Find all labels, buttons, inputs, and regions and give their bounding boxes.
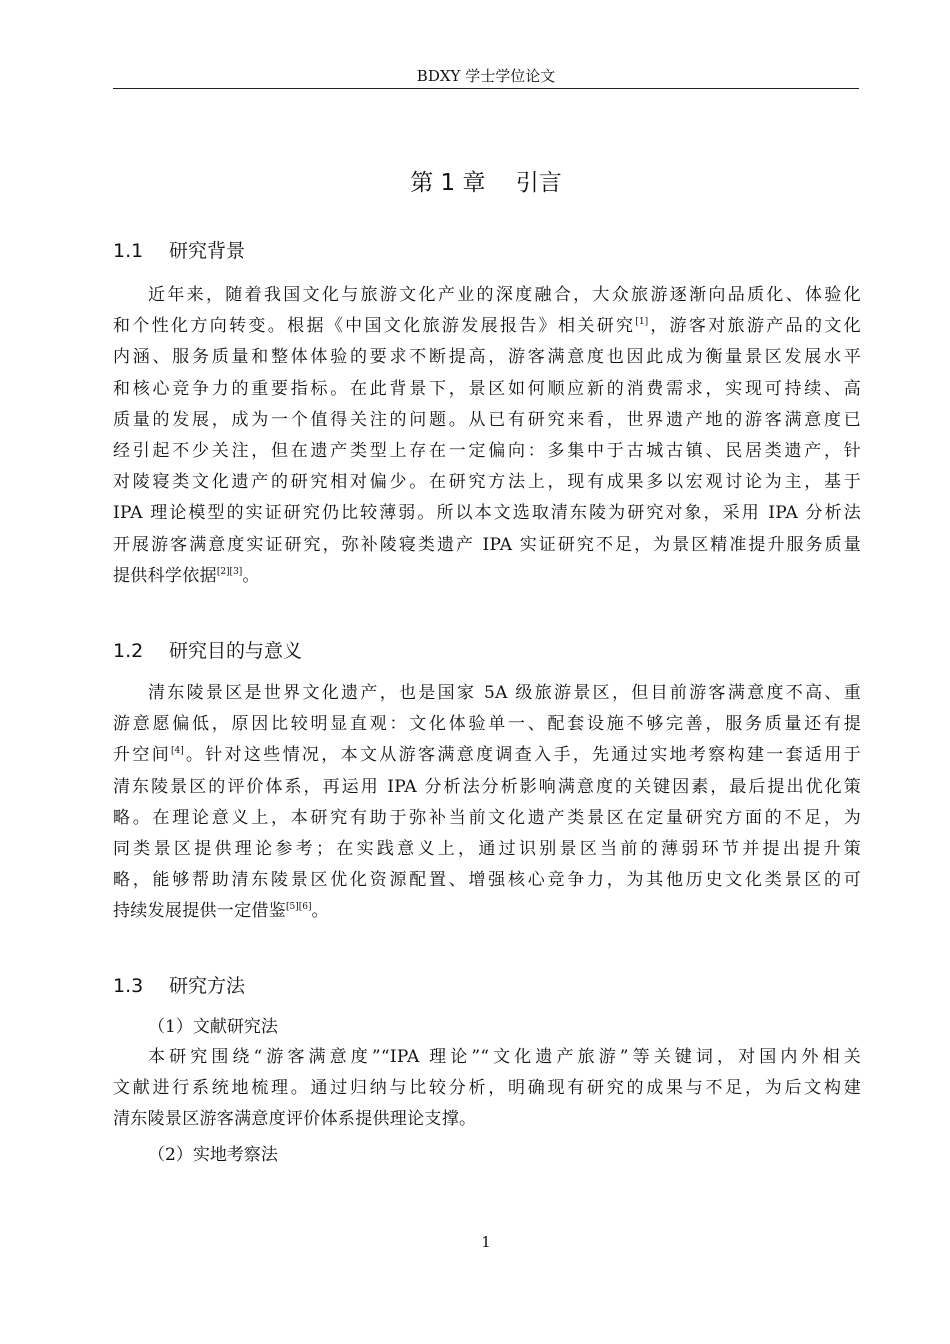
text-line: 同类景区提供理论参考；在实践意义上，通过识别景区当前的薄弱环节并提出提升策	[113, 839, 861, 860]
paragraph-research-background	[113, 280, 861, 592]
section-heading-1-1	[113, 238, 859, 264]
text-line: 本研究围绕“游客满意度”“IPA 理论”“文化遗产旅游”等关键词，对国内外相关	[148, 1047, 861, 1067]
method-label-field-survey: （2）实地考察法	[148, 1145, 278, 1165]
text-line: 开展游客满意度实证研究，弥补陵寝类遗产 IPA 实证研究不足，为景区精准提升服务质量	[113, 534, 861, 555]
text-line: 和核心竞争力的重要指标。在此背景下，景区如何顺应新的消费需求，实现可持续、高	[113, 378, 861, 399]
chapter-title: 第 1 章 引言	[410, 170, 562, 196]
section-number: 1.1	[113, 240, 144, 262]
text-line: 清东陵景区是世界文化遗产，也是国家 5A 级旅游景区，但目前游客满意度不高、重	[148, 683, 861, 703]
text-line: 持续发展提供一定借鉴[5][6]。	[113, 901, 329, 922]
section-heading-1-3	[113, 973, 859, 999]
section-heading-1-2	[113, 638, 859, 664]
text-line: 清东陵景区游客满意度评价体系提供理论支撑。	[113, 1109, 477, 1130]
method-label-literature: （1）文献研究法	[148, 1017, 278, 1037]
citation: [2][3]	[216, 566, 243, 577]
text-line: IPA 理论模型的实证研究仍比较薄弱。所以本文选取清东陵为研究对象，采用 IPA 分析法	[113, 503, 861, 524]
text-line: 游意愿偏低，原因比较明显直观：文化体验单一、配套设施不够完善，服务质量还有提	[113, 714, 861, 735]
section-title: 研究目的与意义	[169, 640, 303, 662]
text-line: 和个性化方向转变。根据《中国文化旅游发展报告》相关研究[1]，游客对旅游产品的文化	[113, 316, 861, 337]
page-number: 1	[481, 1233, 491, 1251]
text-line: 清东陵景区的评价体系，再运用 IPA 分析法分析影响满意度的关键因素，最后提出优化策	[113, 776, 861, 797]
citation: [1]	[635, 317, 649, 328]
text-line: 内涵、服务质量和整体体验的要求不断提高，游客满意度也因此成为衡量景区发展水平	[113, 347, 861, 368]
text-line: 文献进行系统地梳理。通过归纳与比较分析，明确现有研究的成果与不足，为后文构建	[113, 1078, 861, 1099]
text-line: 略，能够帮助清东陵景区优化资源配置、增强核心竞争力，为其他历史文化类景区的可	[113, 870, 861, 891]
header-rule	[113, 88, 859, 89]
text-line: 经引起不少关注，但在遗产类型上存在一定偏向：多集中于古城古镇、民居类遗产，针	[113, 441, 861, 462]
text-line: 近年来，随着我国文化与旅游文化产业的深度融合，大众旅游逐渐向品质化、体验化	[148, 285, 861, 305]
paragraph-purpose-significance	[113, 678, 861, 928]
text-line: 略。在理论意义上，本研究有助于弥补当前文化遗产类景区在定量研究方面的不足，为	[113, 807, 861, 828]
text-line: 升空间[4]。针对这些情况，本文从游客满意度调查入手，先通过实地考察构建一套适用于	[113, 745, 861, 766]
text-line: 提供科学依据[2][3]。	[113, 565, 260, 586]
citation: [4]	[171, 746, 184, 757]
running-header: BDXY 学士学位论文	[416, 67, 556, 85]
section-number: 1.2	[113, 640, 144, 662]
text-line: 对陵寝类文化遗产的研究相对偏少。在研究方法上，现有成果多以宏观讨论为主，基于	[113, 472, 861, 493]
section-title: 研究背景	[169, 240, 246, 262]
paragraph-literature-method	[113, 1042, 861, 1136]
citation: [5][6]	[286, 902, 312, 913]
text-line: 质量的发展，成为一个值得关注的问题。从已有研究来看，世界遗产地的游客满意度已	[113, 409, 861, 430]
section-number: 1.3	[113, 975, 144, 997]
section-title: 研究方法	[169, 975, 246, 997]
